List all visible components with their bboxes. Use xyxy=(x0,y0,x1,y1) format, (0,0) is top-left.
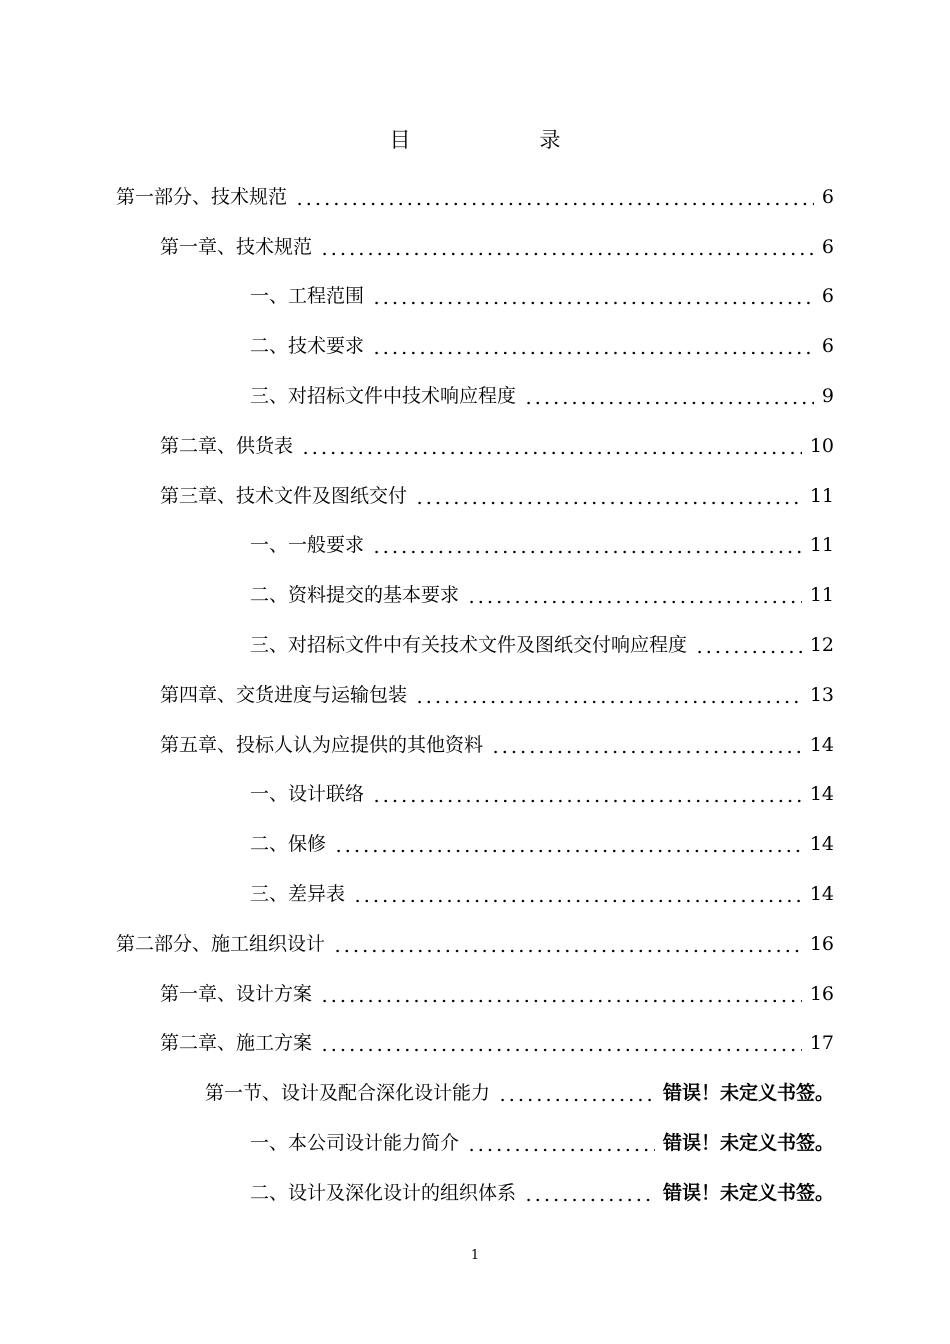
toc-entry-bookmark-error: 错误！未定义书签。 xyxy=(662,1082,834,1105)
toc-dot-leader xyxy=(320,232,814,262)
toc-entry-title: 第一节、设计及配合深化设计能力 xyxy=(205,1082,491,1105)
toc-entry-title: 第四章、交货进度与运输包装 xyxy=(160,683,408,706)
toc-dot-leader xyxy=(295,182,814,212)
toc-entry[interactable] xyxy=(0,969,950,1019)
toc-entry-page: 12 xyxy=(809,634,834,657)
toc-dot-leader xyxy=(372,331,814,361)
toc-dot-leader xyxy=(491,730,802,760)
toc-entry[interactable] xyxy=(0,819,950,869)
toc-entry-page: 13 xyxy=(809,683,834,706)
toc-entry[interactable] xyxy=(0,770,950,820)
toc-entry[interactable] xyxy=(0,720,950,770)
toc-dot-leader xyxy=(524,1178,655,1208)
toc-entry-title: 二、保修 xyxy=(250,833,327,856)
toc-entry-title: 三、对招标文件中有关技术文件及图纸交付响应程度 xyxy=(250,634,688,657)
toc-entry-page: 11 xyxy=(809,534,834,557)
toc-entry-title: 二、设计及深化设计的组织体系 xyxy=(250,1181,517,1204)
toc-entry[interactable] xyxy=(0,919,950,969)
toc-dot-leader xyxy=(467,1128,655,1158)
toc-entry-page: 6 xyxy=(821,185,834,208)
toc-dot-leader xyxy=(320,1028,802,1058)
toc-dot-leader xyxy=(467,580,802,610)
toc-entry[interactable] xyxy=(0,272,950,322)
toc-list xyxy=(0,172,950,1218)
toc-entry-page: 14 xyxy=(809,883,834,906)
page-number: 1 xyxy=(470,1248,480,1263)
toc-dot-leader xyxy=(353,879,802,909)
toc-entry-page: 6 xyxy=(821,285,834,308)
toc-entry-title: 第五章、投标人认为应提供的其他资料 xyxy=(160,733,484,756)
toc-entry-title: 第一章、设计方案 xyxy=(160,982,313,1005)
toc-entry-title: 三、差异表 xyxy=(250,883,346,906)
toc-entry-title: 二、技术要求 xyxy=(250,335,365,358)
toc-entry-title: 第一部分、技术规范 xyxy=(116,185,288,208)
toc-entry-title: 二、资料提交的基本要求 xyxy=(250,584,460,607)
toc-entry[interactable] xyxy=(0,1168,950,1218)
toc-dot-leader xyxy=(498,1078,655,1108)
toc-entry-page: 11 xyxy=(809,484,834,507)
toc-entry[interactable] xyxy=(0,1068,950,1118)
toc-entry[interactable] xyxy=(0,222,950,272)
toc-entry[interactable] xyxy=(0,172,950,222)
toc-entry-page: 9 xyxy=(821,385,834,408)
toc-dot-leader xyxy=(333,929,802,959)
toc-entry[interactable] xyxy=(0,521,950,571)
toc-entry-title: 第二章、供货表 xyxy=(160,434,294,457)
toc-entry-page: 14 xyxy=(809,733,834,756)
toc-dot-leader xyxy=(695,630,802,660)
toc-dot-leader xyxy=(320,979,802,1009)
toc-dot-leader xyxy=(415,680,802,710)
toc-entry[interactable] xyxy=(0,869,950,919)
toc-entry-page: 14 xyxy=(809,783,834,806)
toc-entry-title: 第三章、技术文件及图纸交付 xyxy=(160,484,408,507)
toc-entry[interactable] xyxy=(0,421,950,471)
toc-entry-title: 一、本公司设计能力简介 xyxy=(250,1132,460,1155)
toc-entry-title: 一、设计联络 xyxy=(250,783,365,806)
toc-entry-page: 16 xyxy=(809,932,834,955)
toc-entry-title: 三、对招标文件中技术响应程度 xyxy=(250,385,517,408)
toc-entry[interactable] xyxy=(0,1019,950,1069)
toc-entry-page: 17 xyxy=(809,1032,834,1055)
toc-dot-leader xyxy=(415,481,802,511)
toc-entry[interactable] xyxy=(0,570,950,620)
toc-entry-bookmark-error: 错误！未定义书签。 xyxy=(662,1181,834,1204)
toc-entry[interactable] xyxy=(0,371,950,421)
toc-entry[interactable] xyxy=(0,321,950,371)
toc-entry[interactable] xyxy=(0,1118,950,1168)
toc-entry-title: 一、一般要求 xyxy=(250,534,365,557)
toc-entry[interactable] xyxy=(0,670,950,720)
toc-title: 目 录 xyxy=(389,128,615,152)
toc-dot-leader xyxy=(372,779,802,809)
toc-entry-page: 6 xyxy=(821,235,834,258)
toc-entry-page: 16 xyxy=(809,982,834,1005)
toc-entry[interactable] xyxy=(0,620,950,670)
toc-entry-page: 11 xyxy=(809,584,834,607)
toc-entry-title: 一、工程范围 xyxy=(250,285,365,308)
toc-entry[interactable] xyxy=(0,471,950,521)
toc-dot-leader xyxy=(334,829,802,859)
toc-entry-page: 10 xyxy=(809,434,834,457)
toc-dot-leader xyxy=(372,281,814,311)
toc-entry-page: 6 xyxy=(821,335,834,358)
toc-entry-bookmark-error: 错误！未定义书签。 xyxy=(662,1132,834,1155)
toc-dot-leader xyxy=(524,381,814,411)
toc-entry-page: 14 xyxy=(809,833,834,856)
toc-entry-title: 第二章、施工方案 xyxy=(160,1032,313,1055)
toc-dot-leader xyxy=(301,431,802,461)
toc-dot-leader xyxy=(372,530,802,560)
toc-entry-title: 第二部分、施工组织设计 xyxy=(116,932,326,955)
toc-entry-title: 第一章、技术规范 xyxy=(160,235,313,258)
